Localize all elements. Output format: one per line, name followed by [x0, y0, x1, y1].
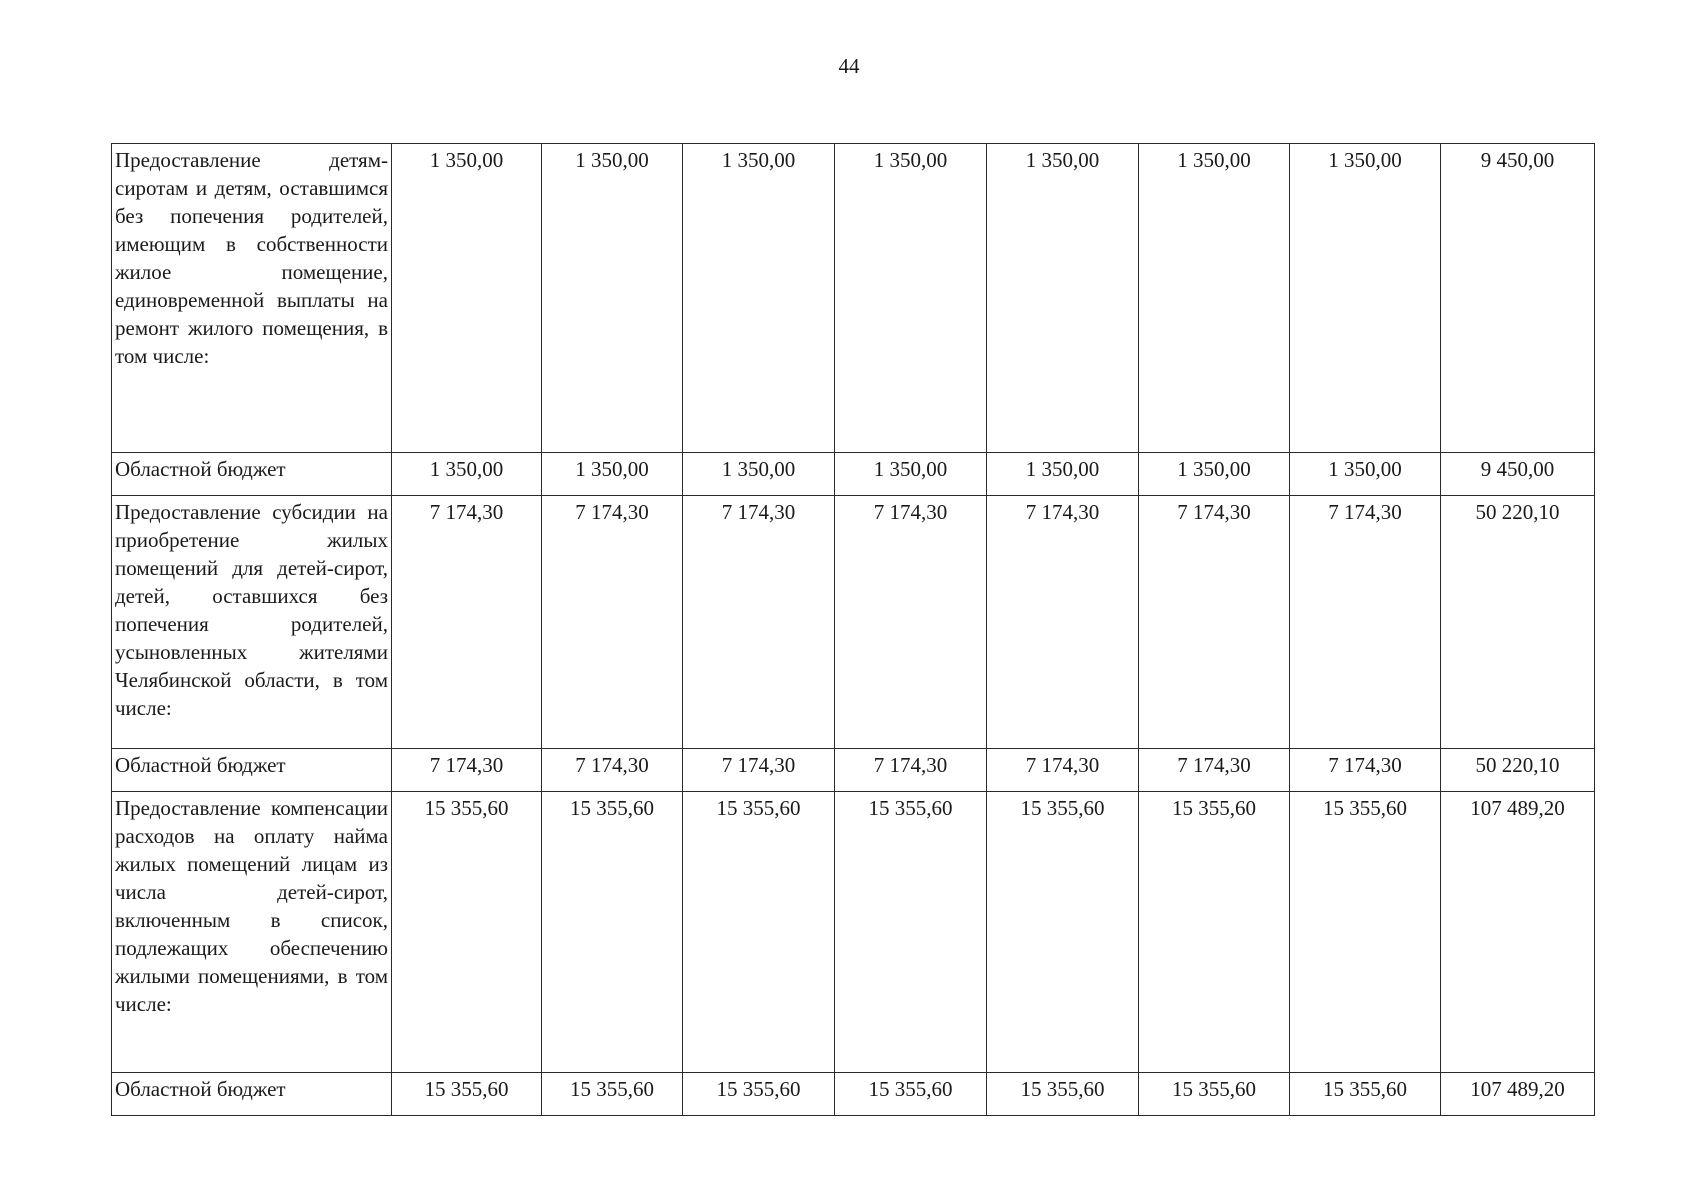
- value-cell: 1 350,00: [392, 453, 542, 496]
- value-cell: 7 174,30: [835, 496, 987, 749]
- value-cell: 7 174,30: [542, 496, 683, 749]
- value-cell: 1 350,00: [1139, 144, 1290, 453]
- value-cell: 1 350,00: [1139, 453, 1290, 496]
- value-cell: 15 355,60: [987, 792, 1139, 1073]
- row-label: Областной бюджет: [112, 1073, 392, 1116]
- value-cell: 7 174,30: [1290, 496, 1441, 749]
- value-cell: 15 355,60: [683, 792, 835, 1073]
- value-cell: 15 355,60: [542, 792, 683, 1073]
- budget-table: [111, 143, 1595, 1116]
- value-cell: 1 350,00: [835, 144, 987, 453]
- value-cell: 1 350,00: [683, 453, 835, 496]
- page-number: 44: [838, 54, 860, 78]
- table-row: [112, 749, 1595, 792]
- value-cell: 1 350,00: [835, 453, 987, 496]
- total-cell: 9 450,00: [1441, 144, 1595, 453]
- value-cell: 7 174,30: [392, 749, 542, 792]
- value-cell: 7 174,30: [1139, 749, 1290, 792]
- value-cell: 15 355,60: [392, 792, 542, 1073]
- value-cell: 7 174,30: [683, 496, 835, 749]
- value-cell: 7 174,30: [683, 749, 835, 792]
- row-label: Областной бюджет: [112, 453, 392, 496]
- total-cell: 9 450,00: [1441, 453, 1595, 496]
- table-row: [112, 792, 1595, 1073]
- table-row: [112, 496, 1595, 749]
- value-cell: 15 355,60: [835, 792, 987, 1073]
- value-cell: 7 174,30: [392, 496, 542, 749]
- value-cell: 15 355,60: [835, 1073, 987, 1116]
- value-cell: 15 355,60: [987, 1073, 1139, 1116]
- table-row: [112, 144, 1595, 453]
- value-cell: 15 355,60: [392, 1073, 542, 1116]
- value-cell: 1 350,00: [392, 144, 542, 453]
- value-cell: 1 350,00: [542, 453, 683, 496]
- row-label: Предоставление субсидии на приобретение жилых помещений для детей-сирот, детей, оставшихся без попечения родителей, усыновленных жителями Челябинской области, в том числе:: [112, 496, 392, 749]
- value-cell: 1 350,00: [987, 144, 1139, 453]
- row-label: Предоставление компенсации расходов на оплату найма жилых помещений лицам из числа детей-сирот, включенным в список, подлежащих обеспечению жилыми помещениями, в том числе:: [112, 792, 392, 1073]
- total-cell: 107 489,20: [1441, 792, 1595, 1073]
- value-cell: 15 355,60: [1290, 1073, 1441, 1116]
- value-cell: 1 350,00: [542, 144, 683, 453]
- value-cell: 15 355,60: [1290, 792, 1441, 1073]
- value-cell: 15 355,60: [542, 1073, 683, 1116]
- value-cell: 15 355,60: [1139, 792, 1290, 1073]
- value-cell: 15 355,60: [1139, 1073, 1290, 1116]
- row-label: Областной бюджет: [112, 749, 392, 792]
- table-row: [112, 453, 1595, 496]
- value-cell: 1 350,00: [1290, 144, 1441, 453]
- value-cell: 7 174,30: [542, 749, 683, 792]
- total-cell: 50 220,10: [1441, 749, 1595, 792]
- table-row: [112, 1073, 1595, 1116]
- total-cell: 50 220,10: [1441, 496, 1595, 749]
- value-cell: 7 174,30: [1290, 749, 1441, 792]
- value-cell: 7 174,30: [835, 749, 987, 792]
- value-cell: 15 355,60: [683, 1073, 835, 1116]
- row-label: Предоставление детям-сиротам и детям, оставшимся без попечения родителей, имеющим в собственности жилое помещение, единовременной выплаты на ремонт жилого помещения, в том числе:: [112, 144, 392, 453]
- total-cell: 107 489,20: [1441, 1073, 1595, 1116]
- value-cell: 7 174,30: [987, 496, 1139, 749]
- value-cell: 7 174,30: [987, 749, 1139, 792]
- value-cell: 7 174,30: [1139, 496, 1290, 749]
- value-cell: 1 350,00: [987, 453, 1139, 496]
- value-cell: 1 350,00: [683, 144, 835, 453]
- value-cell: 1 350,00: [1290, 453, 1441, 496]
